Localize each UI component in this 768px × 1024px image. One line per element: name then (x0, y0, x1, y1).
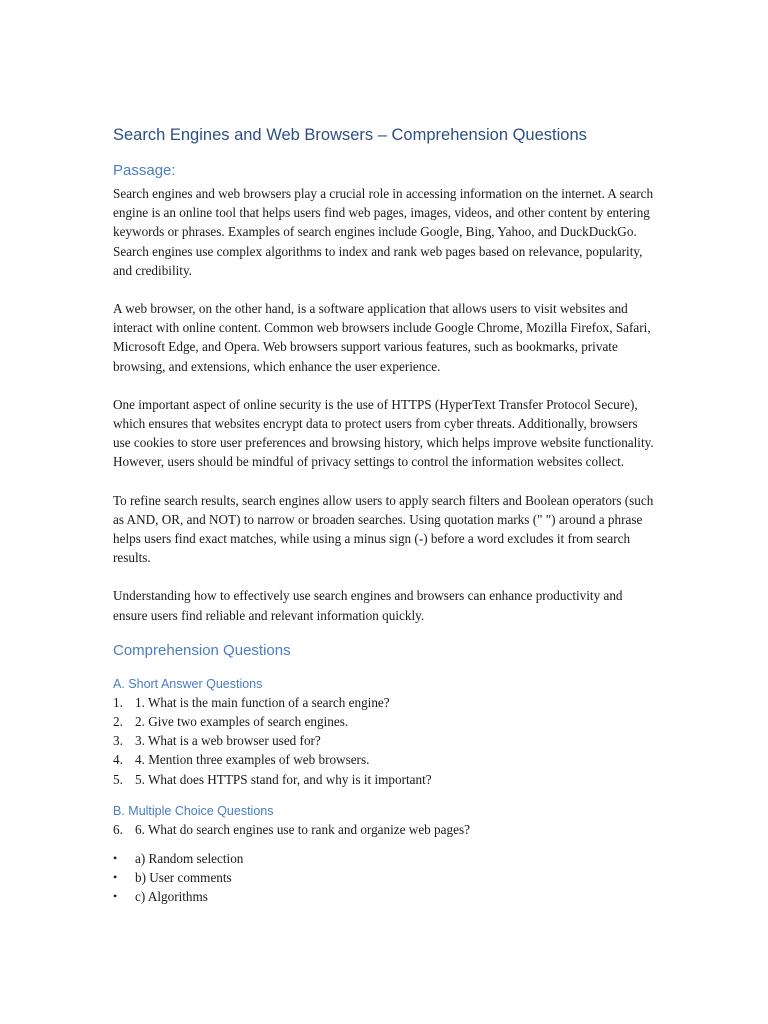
list-item (113, 731, 658, 750)
section-b-heading: B. Multiple Choice Questions (113, 803, 274, 818)
list-item (113, 693, 658, 712)
list-item (113, 750, 658, 769)
option-item (113, 887, 658, 906)
question-text: 3. What is a web browser used for? (135, 733, 321, 749)
multiple-choice-list (113, 820, 658, 839)
section-a-heading: A. Short Answer Questions (113, 676, 263, 691)
bullet-icon: • (113, 870, 118, 885)
passage-paragraph: A web browser, on the other hand, is a software application that allows users to visit websites and interact with online content. Common web browsers include Google Chrome, Mozilla Firefox, Safari, Microsoft Edge, and Opera. Web browsers support various features, such as bookmarks, private browsing, and extensions, which enhance the user experience. (113, 301, 651, 374)
passage-paragraph: One important aspect of online security is the use of HTTPS (HyperText Transfer Protocol Secure), which ensures that websites encrypt data to protect users from cyber threats. Additionally, browsers use cookies to store user preferences and browsing history, which helps improve website functionality. However, users should be mindful of privacy settings to control the information websites collect. (113, 396, 654, 470)
passage (113, 184, 658, 625)
option-text: a) Random selection (135, 851, 244, 867)
passage-heading: Passage: (113, 162, 176, 179)
question-text: 2. Give two examples of search engines. (135, 714, 349, 730)
passage-paragraph: Understanding how to effectively use search engines and browsers can enhance productivity and ensure users find reliable and relevant information quickly. (113, 588, 623, 623)
answer-options (113, 849, 658, 907)
list-item (113, 820, 658, 839)
list-number: 5. (113, 771, 123, 787)
list-item (113, 770, 658, 789)
option-text: c) Algorithms (135, 889, 208, 905)
list-number: 4. (113, 752, 123, 768)
question-text: 6. What do search engines use to rank and organize web pages? (135, 821, 470, 837)
question-text: 5. What does HTTPS stand for, and why is it important? (135, 771, 432, 787)
list-number: 3. (113, 733, 123, 749)
bullet-icon: • (113, 889, 118, 904)
list-number: 2. (113, 714, 123, 730)
document-body (113, 124, 658, 907)
option-item (113, 868, 658, 887)
option-text: b) User comments (135, 870, 232, 886)
passage-paragraph: Search engines and web browsers play a crucial role in accessing information on the internet. A search engine is an online tool that helps users find web pages, images, videos, and other content by entering keywords or phrases. Examples of search engines include Google, Bing, Yahoo, and DuckDuckGo. Search engines use complex algorithms to index and rank web pages based on relevance, popularity, and credibility. (113, 186, 654, 278)
question-text: 1. What is the main function of a search engine? (135, 694, 390, 710)
document-title: Search Engines and Web Browsers – Comprehension Questions (113, 126, 587, 144)
list-number: 1. (113, 694, 123, 710)
list-number: 6. (113, 821, 123, 837)
bullet-icon: • (113, 851, 118, 866)
question-text: 4. Mention three examples of web browsers. (135, 752, 370, 768)
short-answer-list (113, 693, 658, 789)
passage-paragraph: To refine search results, search engines allow users to apply search filters and Boolean operators (such as AND, OR, and NOT) to narrow or broaden searches. Using quotation marks (" ") around a phrase helps users find exact matches, while using a minus sign (-) before a word excludes it from search results. (113, 492, 654, 566)
questions-heading: Comprehension Questions (113, 641, 291, 659)
option-item (113, 849, 658, 868)
list-item (113, 712, 658, 731)
